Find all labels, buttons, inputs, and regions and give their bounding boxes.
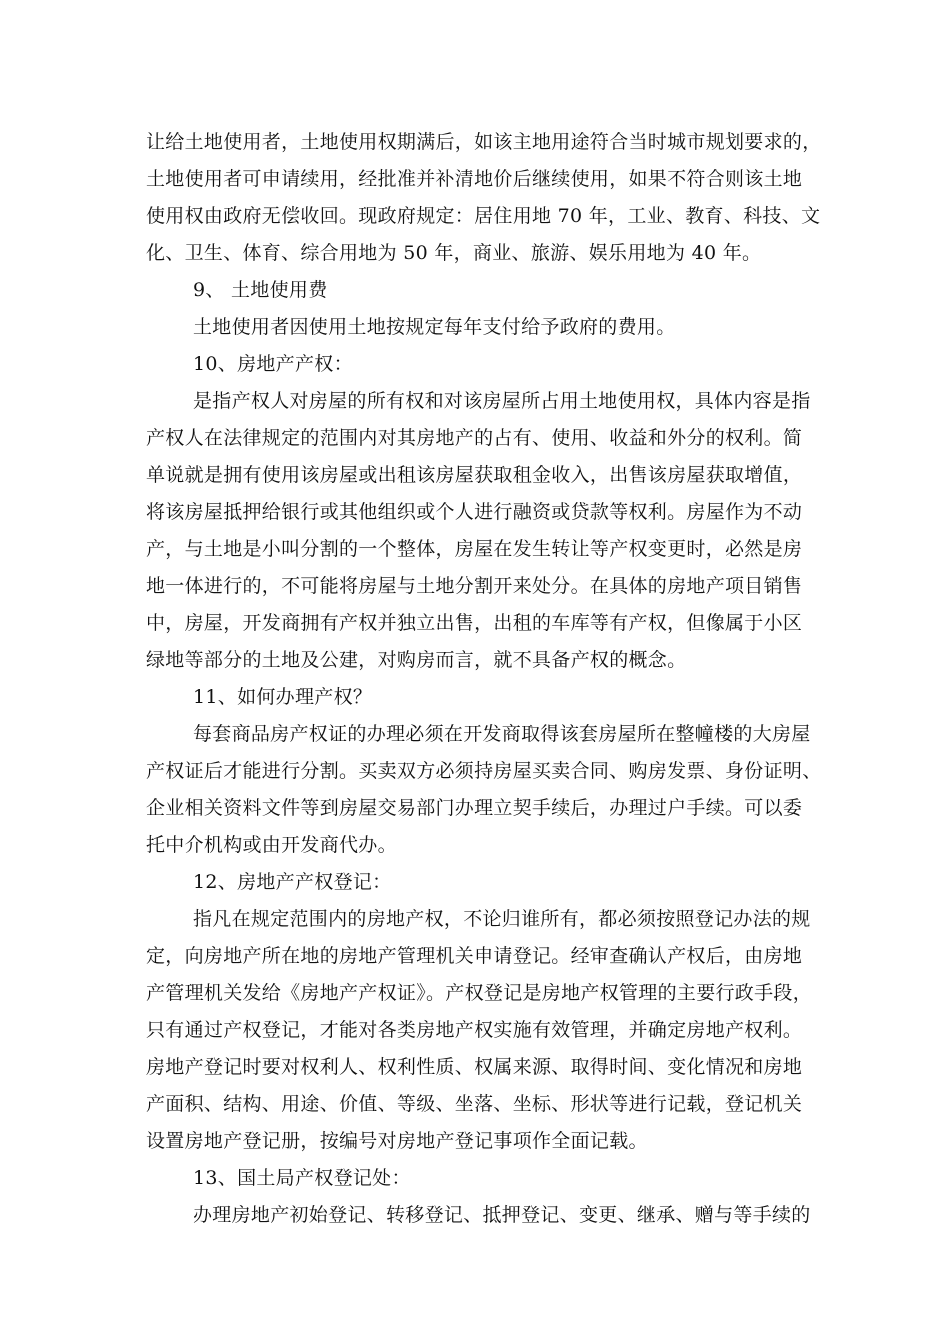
text-line-26: 房地产登记时要对权利人、权利性质、权属来源、取得时间、变化情况和房地 bbox=[146, 1056, 803, 1078]
text-line-30: 办理房地产初始登记、转移登记、抵押登记、变更、继承、赠与等手续的 bbox=[193, 1204, 811, 1226]
text-line-25: 只有通过产权登记，才能对各类房地产权实施有效管理，并确定房地产权利。 bbox=[146, 1019, 803, 1041]
section-heading-10: 10、房地产产权： bbox=[193, 353, 353, 375]
text-line-10: 单说就是拥有使用该房屋或出租该房屋获取租金收入，出售该房屋获取增值， bbox=[146, 464, 803, 486]
text-line-13: 地一体进行的，不可能将房屋与土地分割开来处分。在具体的房地产项目销售 bbox=[146, 575, 803, 597]
text-line-27: 产面积、结构、用途、价值、等级、坐落、坐标、形状等进行记载，登记机关 bbox=[146, 1093, 803, 1115]
section-heading-9: 9、 土地使用费 bbox=[193, 279, 328, 301]
text-line-18: 产权证后才能进行分割。买卖双方必须持房屋买卖合同、购房发票、身份证明、 bbox=[146, 760, 822, 782]
text-line-22: 指凡在规定范围内的房地产权，不论归谁所有，都必须按照登记办法的规 bbox=[193, 908, 811, 930]
section-heading-12: 12、房地产产权登记： bbox=[193, 871, 392, 893]
text-line-6: 土地使用者因使用土地按规定每年支付给予政府的费用。 bbox=[193, 316, 676, 338]
section-heading-13: 13、国土局产权登记处： bbox=[193, 1167, 411, 1189]
text-line-4: 化、卫生、体育、综合用地为 50 年，商业、旅游、娱乐用地为 40 年。 bbox=[146, 242, 762, 264]
text-line-9: 产权人在法律规定的范围内对其房地产的占有、使用、收益和外分的权利。简 bbox=[146, 427, 803, 449]
text-line-14: 中，房屋，开发商拥有产权并独立出售，出租的车库等有产权，但像属于小区 bbox=[146, 612, 803, 634]
text-line-20: 托中介机构或由开发商代办。 bbox=[146, 834, 397, 856]
text-line-11: 将该房屋抵押给银行或其他组织或个人进行融资或贷款等权利。房屋作为不动 bbox=[146, 501, 803, 523]
text-line-17: 每套商品房产权证的办理必须在开发商取得该套房屋所在整幢楼的大房屋 bbox=[193, 723, 811, 745]
text-line-2: 土地使用者可申请续用，经批准并补清地价后继续使用，如果不符合则该土地 bbox=[146, 168, 803, 190]
text-line-24: 产管理机关发给《房地产产权证》。产权登记是房地产权管理的主要行政手段， bbox=[146, 982, 813, 1004]
text-line-3: 使用权由政府无偿收回。现政府规定：居住用地 70 年，工业、教育、科技、文 bbox=[146, 205, 821, 227]
section-heading-11: 11、如何办理产权？ bbox=[193, 686, 373, 708]
text-line-1: 让给土地使用者，土地使用权期满后，如该主地用途符合当时城市规划要求的， bbox=[146, 131, 822, 153]
text-line-28: 设置房地产登记册，按编号对房地产登记事项作全面记载。 bbox=[146, 1130, 648, 1152]
text-line-12: 产，与土地是小叫分割的一个整体，房屋在发生转让等产权变更时，必然是房 bbox=[146, 538, 803, 560]
text-line-15: 绿地等部分的土地及公建，对购房而言，就不具备产权的概念。 bbox=[146, 649, 687, 671]
text-line-19: 企业相关资料文件等到房屋交易部门办理立契手续后，办理过户手续。可以委 bbox=[146, 797, 803, 819]
text-line-23: 定，向房地产所在地的房地产管理机关申请登记。经审查确认产权后，由房地 bbox=[146, 945, 803, 967]
text-line-8: 是指产权人对房屋的所有权和对该房屋所占用土地使用权，具体内容是指 bbox=[193, 390, 811, 412]
